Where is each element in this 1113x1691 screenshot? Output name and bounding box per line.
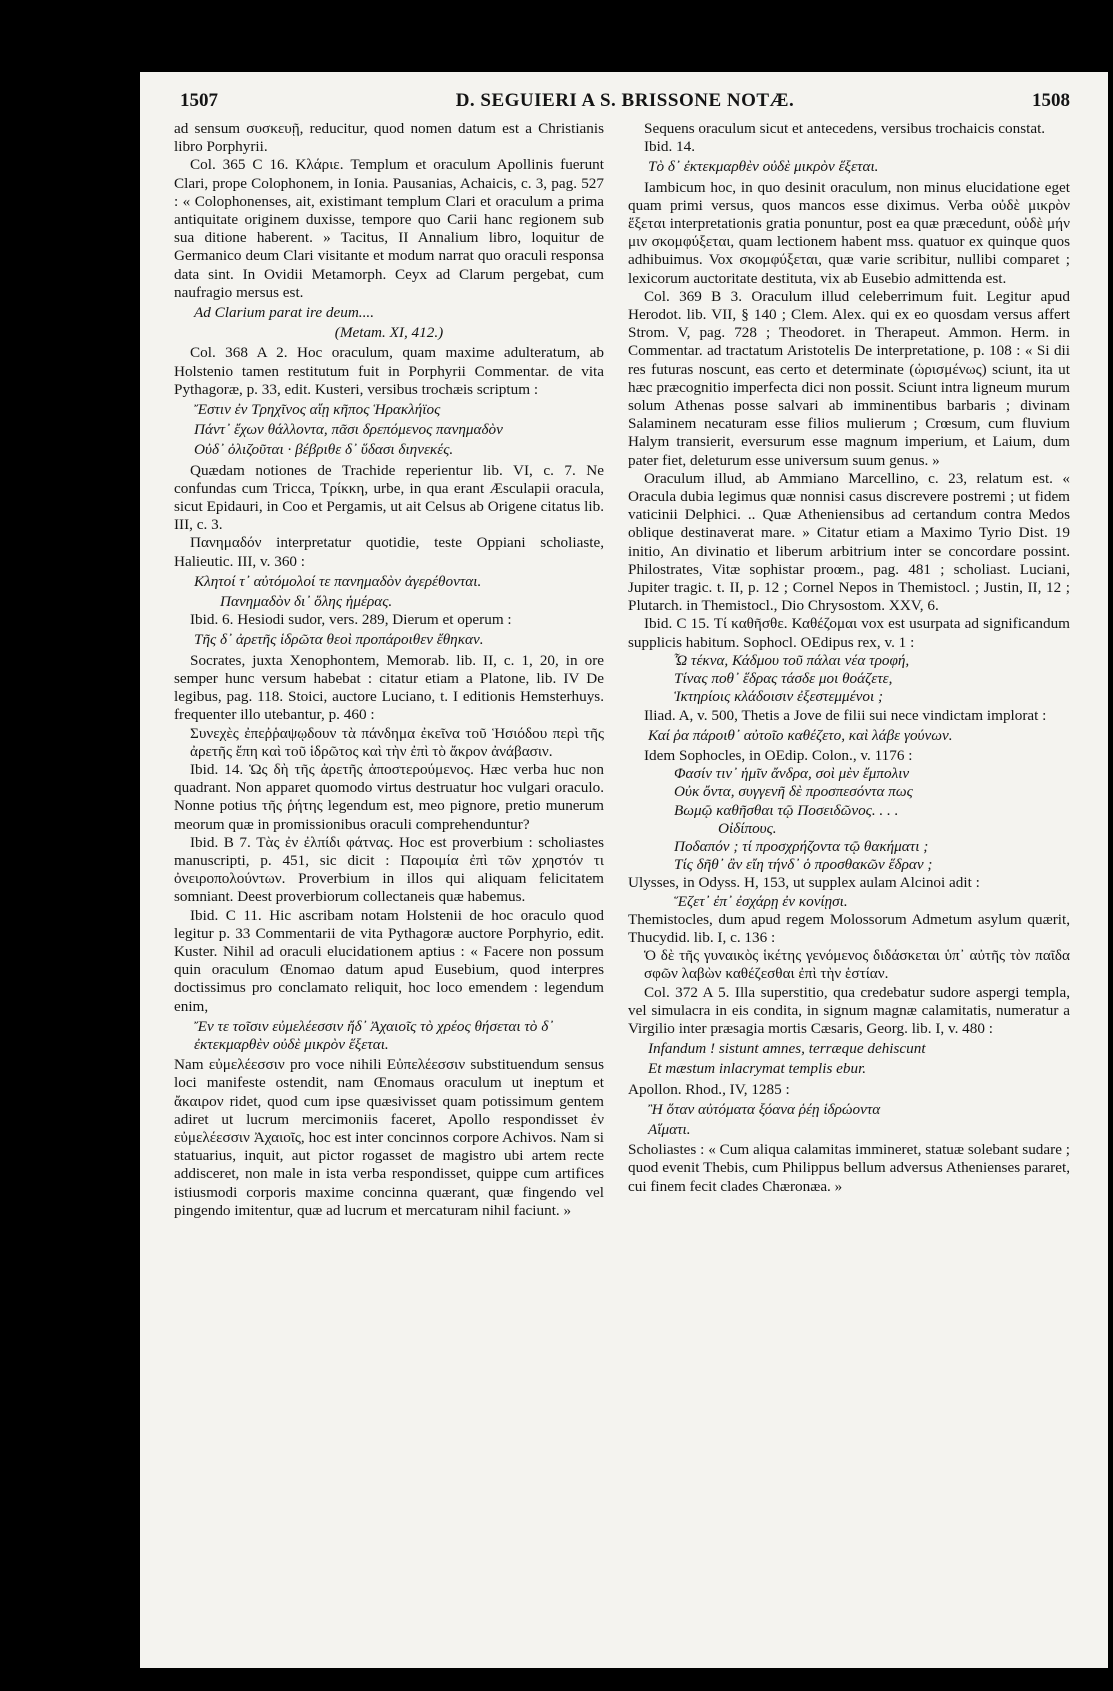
paragraph: Ibid. B 7. Τὰς ἐν ἐλπίδι φάτνας. Hoc est proverbium : scholiastes manuscripti, p. 451, sic dicit : Παροιμία ἐπὶ τῶν χρηστόν τι ὀνειροπολούντων. Proverbium in illos qui aliquam felicitatem somniant. Deest proverbiorum collectaneis quæ habemus. <box>174 833 604 906</box>
paragraph: Col. 365 C 16. Κλάριε. Templum et oraculum Apollinis fuerunt Clari, prope Colophonem, in Ionia. Pausanias, Achaicis, c. 3, pag. 527 : « Colophonenses, ait, existimant templum Clari et oraculum a prima antiquitate originem duxisse, tempore quo Carii hanc regionem sub sua ditione haberent. » Tacitus, II Annalium libro, loquitur de Germanico deum Clari visitante et modum narrat quo oraculi responsa data sint. In Ovidii Metamorph. Ceyx ad Clarum pergebat, cum naufragio mersus est. <box>174 156 604 301</box>
paragraph: Socrates, juxta Xenophontem, Memorab. lib. II, c. 1, 20, in ore semper hunc versum habebat : citatur etiam a Platone, lib. IV De legibus, pag. 118. Stoici, auctore Luciano, t. I editionis Hemsterhuys. frequenter illo utebantur, p. 460 : <box>174 651 604 724</box>
paragraph: Themistocles, dum apud regem Molossorum Admetum asylum quærit, Thucydid. lib. I, c. 136 : <box>628 910 1070 946</box>
greek-verse: Ἢ ὅταν αὐτόματα ξόανα ῥέῃ ἱδρώοντα <box>648 1100 881 1118</box>
greek-quote: Συνεχὲς ἐπεῤῥαψῳδουν τὰ πάνδημα ἐκεῖνα τοῦ Ἡσιόδου περὶ τῆς ἀρετῆς ἔπη καὶ τοῦ ἱδρῶτος καὶ τὴν ἐπὶ τὸ ἄκρον ἀνάβασιν. <box>190 724 604 760</box>
greek-verse: Ὦ τέκνα, Κάδμου τοῦ πάλαι νέα τροφή, <box>674 651 910 669</box>
greek-verse: Οὐδ᾽ ὀλιζοῦται · βέβριθε δ᾽ ὕδασι διηνεκές. <box>194 441 454 459</box>
verse-line: Et mæstum inlacrymat templis ebur. <box>648 1060 867 1078</box>
paragraph: Col. 368 A 2. Hoc oraculum, quam maxime adulteratum, ab Holstenio tamen restitutum fuit in Porphyrii Commentar. de vita Pythagoræ, p. 33, edit. Kusteri, versibus trochæis scriptum : <box>174 344 604 398</box>
citation: (Metam. XI, 412.) <box>334 324 444 342</box>
running-title: D. SEGUIERI A S. BRISSONE NOTÆ. <box>455 90 795 111</box>
greek-verse: Τίς δῆθ᾽ ἂν εἴη τήνδ᾽ ὁ προσθακῶν ἕδραν ; <box>674 856 933 874</box>
page-number-left: 1507 <box>180 90 218 111</box>
greek-verse: Καί ῥα πάροιθ᾽ αὐτοῖο καθέζετο, καὶ λάβε γούνων. <box>648 726 953 744</box>
paragraph: Col. 369 B 3. Oraculum illud celeberrimum fuit. Legitur apud Herodot. lib. VII, § 140 ; Clem. Alex. qui ex eo quosdam versus affert Strom. V, pag. 728 ; Theodoret. in Therapeut. Ammon. Herm. in Commentar. ad tractatum Aristotelis De interpretatione, p. 108 : « Si dii res futuras noscunt, eas certo et determinate (ὡρισμένως) sciunt, ita ut hæc præcognitio imperfecta dici non possit. Sciunt intra ligneum murum solum Athenas posse salvari ab imminentibus barbaris ; divinam Salaminem necaturam esse filios mulierum ; Crœsum, cum fluvium Halym transierit, eversurum esse magnum imperium, et Laium, dum pater fiet, deleturum esse universum suum genus. » <box>628 287 1070 469</box>
left-column <box>174 120 604 1220</box>
greek-verse: Οὐκ ὄντα, συγγενῆ δὲ προσπεσόντα πως <box>674 783 913 801</box>
greek-verse: Ἔστιν ἐν Τρηχῖνος αἴῃ κῆπος Ἡρακλήϊος <box>194 401 441 419</box>
paragraph: Oraculum illud, ab Ammiano Marcellino, c. 23, relatum est. « Oracula dubia legimus quæ nonnisi casus discrevere postremi ; ut fidem vaticinii Delphici. .. Quæ Atheniensibus ad certandum contra Medos oblique destinaverat mare. » Citatur etiam a Maximo Tyrio Dist. 19 initio, An divinatio et liberum arbitrium inter se concordare possint. Philostrates, Vitæ sophistar proœm., pag. 481 ; scholiast. Luciani, Jupiter tragic. t. II, p. 12 ; Cornel Nepos in Themistocl. ; Justin, II, 12 ; Plutarch. in Themistocl., Dio Chrysostom. XXV, 6. <box>628 469 1070 615</box>
verse-line: Infandum ! sistunt amnes, terræque dehiscunt <box>648 1040 926 1058</box>
greek-verse: Τῆς δ᾽ ἀρετῆς ἱδρῶτα θεοὶ προπάροιθεν ἔθηκαν. <box>194 631 484 649</box>
paragraph: Iliad. A, v. 500, Thetis a Jove de filii sui nece vindictam implorat : <box>644 706 1047 724</box>
greek-quote: Ὁ δὲ τῆς γυναικὸς ἱκέτης γενόμενος διδάσκεται ὑπ᾽ αὐτῆς τὸν παῖδα σφῶν λαβὼν καθέζεσθαι ἐπὶ τὴν ἑστίαν. <box>644 947 1070 983</box>
page <box>140 72 1108 1668</box>
paragraph: Ibid. C 15. Τί καθῆσθε. Καθέζομαι vox est usurpata ad significandum supplicis habitum. Sophocl. OEdipus rex, v. 1 : <box>628 615 1070 651</box>
paragraph: Scholiastes : « Cum aliqua calamitas immineret, statuæ solebant sudare ; quod evenit Thebis, cum Philippus bellum adversus Athenienses pararet, cui finem fecit clades Chæronæa. » <box>628 1141 1070 1195</box>
greek-verse: Φασίν τιν᾽ ἡμῖν ἄνδρα, σοὶ μὲν ἔμπολιν <box>674 765 910 783</box>
paragraph: Ibid. 6. Hesiodi sudor, vers. 289, Dierum et operum : <box>190 611 512 629</box>
greek-verse: Βωμῷ καθῆσθαι τῷ Ποσειδῶνος. . . . <box>674 801 899 819</box>
paragraph: Ulysses, in Odyss. H, 153, ut supplex aulam Alcinoi adit : <box>628 874 980 892</box>
paragraph: Apollon. Rhod., IV, 1285 : <box>628 1080 790 1098</box>
page-number-right: 1508 <box>1032 90 1070 111</box>
greek-verse: Αἵματι. <box>648 1120 691 1138</box>
speaker-name: Οἰδίπους. <box>718 819 777 837</box>
paragraph: Idem Sophocles, in OEdip. Colon., v. 1176 : <box>644 746 913 764</box>
greek-verse: Πανημαδὸν δι᾽ ὅλης ἡμέρας. <box>220 593 393 611</box>
paragraph: Nam εὐμελέεσσιν pro voce nihili Εὐπελέεσσιν substituendum sensus loci manifeste ostendit, nam Œnomaus oraculum ut ineptum et ἄκαιρον ridet, quod cum ipse quæsivisset quam potissimum gentem adiret ut lucrum mercimoniis faceret, Apollo respondisset ἐν εὐμελέεσσιν Ἀχαιοῖς, hoc est inter concinnos corpore Achivos. Nam si statuarius, inquit, aut pictor rogasset de magistro ubi artem recte addisceret, non male in ista verba respondisset, quippe cum artifices istiusmodi corporis maxime concinna quærant, quæ fingendo vel pingendo imitentur, quæ ad lucrum et mercaturam nihil faciunt. » <box>174 1056 604 1219</box>
paragraph: Col. 372 A 5. Illa superstitio, qua credebatur sudore aspergi templa, vel simulacra in eis condita, in signum magnæ calamitatis, numeratur a Virgilio inter præsagia mortis Cæsaris, Georg. lib. I, v. 480 : <box>628 983 1070 1037</box>
paragraph: ad sensum συσκευῇ, reducitur, quod nomen datum est a Christianis libro Porphyrii. <box>174 120 604 156</box>
paragraph: Ibid. 14. Ὡς δὴ τῆς ἀρετῆς ἀποστερούμενος. Hæc verba huc non quadrant. Non apparet quomodo virtus destruatur hoc vulgari oraculo. Nonne potius τῆς ῥήτης legendum est, meo pignore, pretio munerum meorum quæ in promissionibus oraculi comprehenduntur? <box>174 760 604 833</box>
verse-line: Ad Clarium parat ire deum.... <box>194 304 374 322</box>
paragraph: Sequens oraculum sicut et antecedens, versibus trochaicis constat. <box>644 120 1046 137</box>
greek-verse: Τίνας ποθ᾽ ἕδρας τάσδε μοι θοάζετε, <box>674 670 893 688</box>
running-header <box>180 82 1070 118</box>
greek-verse: Ἱκτηρίοις κλάδοισιν ἐξεστεμμένοι ; <box>674 688 884 706</box>
paragraph: Ibid. 14. <box>644 138 696 156</box>
greek-verse: Ποδαπόν ; τί προσχρήζοντα τῷ θακήματι ; <box>674 837 929 855</box>
right-column <box>628 120 1070 1196</box>
greek-verse: Τὸ δ᾽ ἐκτεκμαρθὲν οὐδὲ μικρὸν ἕξεται. <box>648 158 879 176</box>
greek-verse: Ἕζετ᾽ ἐπ᾽ ἐσχάρῃ ἐν κονίῃσι. <box>674 892 848 910</box>
greek-verse: Ἔν τε τοῖσιν εὐμελέεσσιν ἤδ᾽ Ἀχαιοῖς τὸ χρέος θήσεται τὸ δ᾽ ἐκτεκμαρθὲν οὐδὲ μικρὸν ἕξεται. <box>194 1017 554 1053</box>
greek-verse: Πάντ᾽ ἔχων θάλλοντα, πᾶσι δρεπόμενος πανημαδὸν <box>194 421 503 439</box>
paragraph: Ibid. C 11. Hic ascribam notam Holstenii de hoc oraculo quod legitur p. 33 Commentarii de vita Pythagoræ auctore Porphyrio, edit. Kuster. Nihil ad oraculi elucidationem aptius : « Facere non possum quin oraculum Œnomao datum apud Eusebium, quod interpres doctissimus pro conclamato reliquit, hoc loco emendem : legendum enim, <box>174 906 604 1015</box>
paragraph: Πανημαδόν interpretatur quotidie, teste Oppiani scholiaste, Halieutic. III, v. 360 : <box>174 534 604 570</box>
paragraph: Quædam notiones de Trachide reperientur lib. VI, c. 7. Ne confundas cum Tricca, Τρίκκη, urbe, in qua erant Æsculapii oracula, sicut Epidauri, in Coo et Pergamis, ut ait Celsus ab Origene citatus lib. III, c. 3. <box>174 461 604 534</box>
greek-verse: Κλητοί τ᾽ αὐτόμολοί τε πανημαδὸν ἀγερέθονται. <box>194 572 482 590</box>
paragraph: Iambicum hoc, in quo desinit oraculum, non minus elucidatione eget quam primi versus, quos mancos esse diximus. Verba οὐδὲ μικρὸν ἕξεται interpretationis gratia ponuntur, post ea quæ præcedunt, οὐδὲ μήν μιν σκομφύξεται, quam lectionem habent mss. quatuor ex quinque quos adhibuimus. Vox σκομφύξεται, quæ varie scribitur, nullibi comparet ; lexicorum auctoritate destituta, vix ab Eusebio admittenda est. <box>628 178 1070 287</box>
